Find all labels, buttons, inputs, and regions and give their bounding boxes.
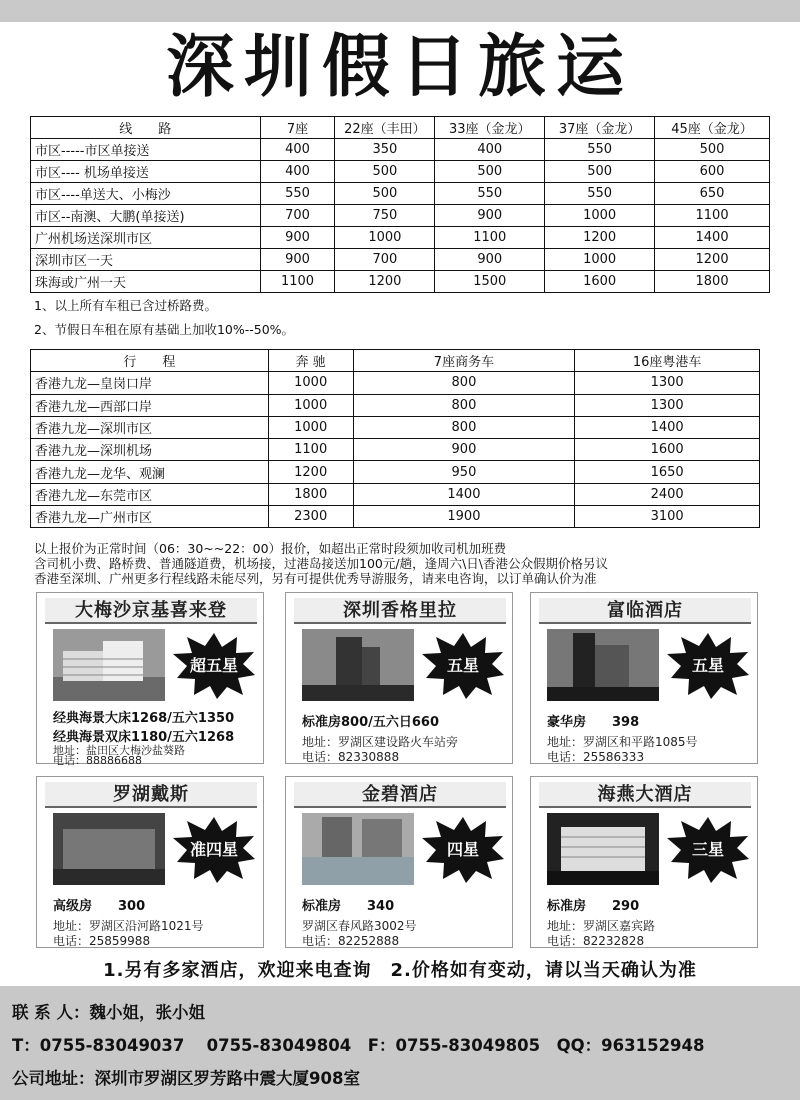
star-rating-badge (667, 633, 749, 699)
room-price: 经典海景大床1268/五六1350 (53, 711, 235, 726)
price-cell: 550 (545, 139, 655, 161)
price-cell: 1000 (268, 394, 353, 416)
route-cell: 市区--南澳、大鹏(单接送) (31, 205, 261, 227)
price-cell: 500 (335, 183, 435, 205)
star-rating-text: 五星 (691, 656, 724, 675)
price-cell: 900 (435, 205, 545, 227)
hotel-name: 金碧酒店 (294, 782, 506, 808)
hotel-name: 罗湖戴斯 (45, 782, 257, 808)
hotel-card (36, 776, 264, 948)
hotel-card (36, 592, 264, 767)
domestic-price-table (30, 116, 770, 293)
price-note-1: 以上报价为正常时间（06：30~~22：00）报价，如超出正常时段须加收司机加班费 (34, 541, 507, 556)
price-cell: 1200 (655, 249, 770, 271)
star-rating-text: 准四星 (189, 840, 238, 859)
price-cell: 1000 (335, 227, 435, 249)
route-cell: 香港九龙—皇岗口岸 (31, 372, 269, 394)
page-title: 深圳假日旅运 (165, 28, 634, 107)
hotel-photo (302, 629, 414, 701)
column-header: 37座（金龙） (545, 117, 655, 139)
table-row (31, 416, 760, 438)
star-rating-badge (173, 817, 255, 883)
hotel-card (285, 592, 513, 764)
table-row (31, 506, 760, 528)
column-header: 7座 (260, 117, 335, 139)
price-cell: 500 (435, 161, 545, 183)
room-price: 经典海景双床1180/五六1268 (53, 730, 235, 745)
price-cell: 400 (435, 139, 545, 161)
price-cell: 1400 (353, 483, 575, 505)
star-rating-text: 四星 (446, 840, 479, 859)
table-row (31, 161, 770, 183)
star-rating-badge (422, 633, 504, 699)
price-cell: 1300 (575, 394, 760, 416)
price-cell: 800 (353, 416, 575, 438)
price-cell: 800 (353, 394, 575, 416)
room-price: 豪华房 398 (547, 715, 640, 730)
table-row (31, 227, 770, 249)
hotel-footnote: 1.另有多家酒店，欢迎来电查询 2.价格如有变动，请以当天确认为准 (103, 960, 697, 981)
hotel-photo (53, 813, 165, 885)
column-header: 行 程 (31, 350, 269, 372)
price-cell: 1400 (655, 227, 770, 249)
price-cell: 750 (335, 205, 435, 227)
price-cell: 1600 (545, 271, 655, 293)
star-rating-badge (422, 817, 504, 883)
price-cell: 1500 (435, 271, 545, 293)
room-price: 标准房 340 (302, 899, 395, 914)
hotel-address: 地址：罗湖区嘉宾路 (547, 919, 656, 933)
hotel-card (530, 776, 758, 948)
price-cell: 400 (260, 161, 335, 183)
room-price: 高级房 300 (53, 899, 146, 914)
price-cell: 900 (353, 439, 575, 461)
price-cell: 2400 (575, 483, 760, 505)
hotel-phone: 电话：25586333 (547, 750, 645, 764)
price-cell: 1200 (268, 461, 353, 483)
hotel-phone: 电话：82330888 (302, 750, 400, 764)
price-cell: 1100 (655, 205, 770, 227)
table-header-row (31, 117, 770, 139)
hotel-name: 海燕大酒店 (539, 782, 751, 808)
table-row (31, 205, 770, 227)
route-cell: 香港九龙—东莞市区 (31, 483, 269, 505)
table-row (31, 483, 760, 505)
hotel-photo (53, 629, 165, 701)
table-row (31, 461, 760, 483)
price-cell: 900 (260, 249, 335, 271)
star-rating-text: 超五星 (189, 656, 238, 675)
column-header: 45座（金龙） (655, 117, 770, 139)
price-cell: 1000 (268, 372, 353, 394)
price-cell: 1000 (545, 249, 655, 271)
price-cell: 400 (260, 139, 335, 161)
table-row (31, 439, 760, 461)
star-rating-text: 五星 (446, 656, 479, 675)
hotel-address: 地址：罗湖区沿河路1021号 (53, 919, 204, 933)
route-cell: 香港九龙—广州市区 (31, 506, 269, 528)
price-cell: 550 (260, 183, 335, 205)
price-cell: 3100 (575, 506, 760, 528)
price-cell: 1300 (575, 372, 760, 394)
hotel-phone: 电话：25859988 (53, 934, 151, 948)
hotel-card (285, 776, 513, 948)
hotel-phone: 电话：82232828 (547, 934, 645, 948)
note-line-1: 1、以上所有车租已含过桥路费。 (34, 298, 217, 313)
price-cell: 1100 (435, 227, 545, 249)
star-rating-text: 三星 (691, 840, 724, 859)
price-cell: 1650 (575, 461, 760, 483)
price-cell: 650 (655, 183, 770, 205)
column-header: 7座商务车 (353, 350, 575, 372)
price-cell: 900 (260, 227, 335, 249)
route-cell: 珠海或广州一天 (31, 271, 261, 293)
price-cell: 1000 (268, 416, 353, 438)
hotel-address: 地址：罗湖区和平路1085号 (547, 735, 698, 749)
price-cell: 2300 (268, 506, 353, 528)
column-header: 22座（丰田） (335, 117, 435, 139)
room-price: 标准房800/五六日660 (302, 715, 440, 730)
table-row (31, 183, 770, 205)
price-cell: 500 (655, 139, 770, 161)
column-header: 33座（金龙） (435, 117, 545, 139)
hongkong-price-table (30, 349, 760, 528)
price-cell: 1400 (575, 416, 760, 438)
hotel-name: 富临酒店 (539, 598, 751, 624)
star-rating-badge (173, 633, 255, 699)
price-cell: 500 (335, 161, 435, 183)
price-cell: 350 (335, 139, 435, 161)
star-rating-badge (667, 817, 749, 883)
hotel-address: 罗湖区春风路3002号 (302, 919, 417, 933)
price-cell: 1100 (268, 439, 353, 461)
price-cell: 700 (260, 205, 335, 227)
price-cell: 550 (545, 183, 655, 205)
table-header-row (31, 350, 760, 372)
price-cell: 1100 (260, 271, 335, 293)
route-cell: 市区---- 机场单接送 (31, 161, 261, 183)
price-cell: 550 (435, 183, 545, 205)
hotel-phone: 电话：88886688 (53, 754, 142, 767)
price-cell: 600 (655, 161, 770, 183)
table-row (31, 394, 760, 416)
route-cell: 香港九龙—西部口岸 (31, 394, 269, 416)
contact-phones: T：0755-83049037 0755-83049804 F：0755-83049805 QQ：963152948 (12, 1036, 705, 1055)
hotel-name: 深圳香格里拉 (294, 598, 506, 624)
price-cell: 800 (353, 372, 575, 394)
route-cell: 广州机场送深圳市区 (31, 227, 261, 249)
price-cell: 900 (435, 249, 545, 271)
hotel-name: 大梅沙京基喜来登 (45, 598, 257, 624)
route-cell: 香港九龙—深圳机场 (31, 439, 269, 461)
route-cell: 市区-----市区单接送 (31, 139, 261, 161)
price-cell: 1200 (335, 271, 435, 293)
hotel-card (530, 592, 758, 764)
table-row (31, 271, 770, 293)
room-price: 标准房 290 (547, 899, 640, 914)
route-cell: 市区----单送大、小梅沙 (31, 183, 261, 205)
hotel-photo (547, 629, 659, 701)
hotel-phone: 电话：82252888 (302, 934, 400, 948)
price-cell: 1800 (655, 271, 770, 293)
price-note-2: 含司机小费、路桥费、普通隧道费，机场接，过港岛接送加100元/趟，逢周六\日\香港公众假期价格另议 (34, 556, 608, 571)
price-note-3: 香港至深圳、广州更多行程线路未能尽列，另有可提供优秀导游服务，请来电咨询，以订单确认价为准 (34, 571, 597, 586)
route-cell: 深圳市区一天 (31, 249, 261, 271)
contact-people: 联 系 人：魏小姐，张小姐 (12, 1003, 205, 1022)
hotel-photo (302, 813, 414, 885)
price-cell: 950 (353, 461, 575, 483)
column-header: 线 路 (31, 117, 261, 139)
column-header: 奔 驰 (268, 350, 353, 372)
contact-address: 公司地址：深圳市罗湖区罗芳路中震大厦908室 (12, 1069, 360, 1088)
table-row (31, 139, 770, 161)
route-cell: 香港九龙—深圳市区 (31, 416, 269, 438)
top-gray-bar (0, 0, 800, 22)
price-cell: 1800 (268, 483, 353, 505)
route-cell: 香港九龙—龙华、观澜 (31, 461, 269, 483)
table-row (31, 372, 760, 394)
hotel-photo (547, 813, 659, 885)
note-line-2: 2、节假日车租在原有基础上加收10%--50%。 (34, 322, 295, 337)
price-cell: 700 (335, 249, 435, 271)
hotel-address: 地址：罗湖区建设路火车站旁 (302, 735, 459, 749)
contact-bar (0, 986, 800, 1100)
price-cell: 1200 (545, 227, 655, 249)
price-cell: 1900 (353, 506, 575, 528)
hotel-address: 地址：盐田区大梅沙盐葵路 (53, 744, 185, 757)
price-cell: 1000 (545, 205, 655, 227)
table-row (31, 249, 770, 271)
column-header: 16座粤港车 (575, 350, 760, 372)
price-cell: 500 (545, 161, 655, 183)
price-cell: 1600 (575, 439, 760, 461)
